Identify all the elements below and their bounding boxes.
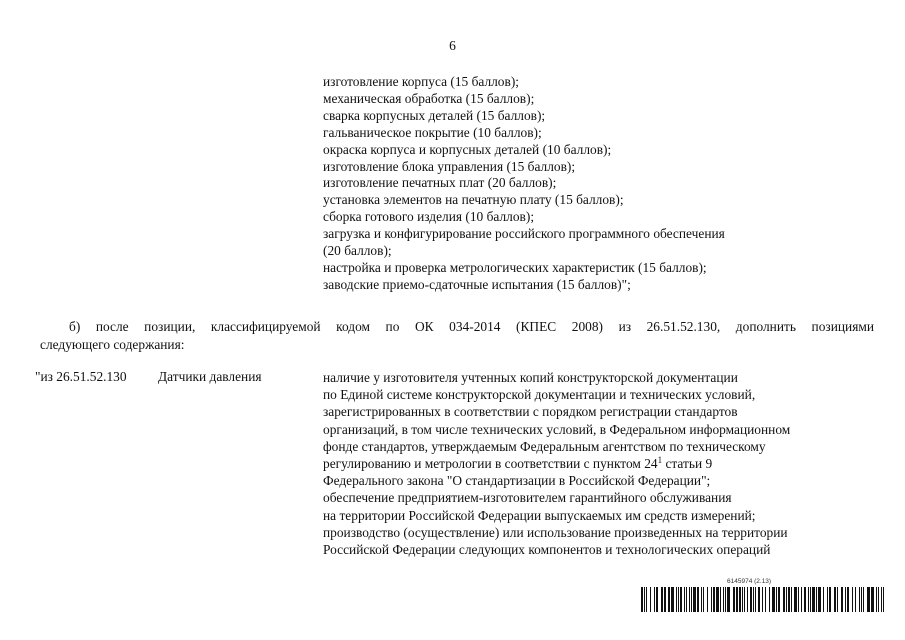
barcode-bar [716, 587, 719, 612]
barcode-bar [804, 587, 806, 612]
list-item: изготовление корпуса (15 баллов); [323, 74, 520, 89]
barcode-bar [654, 587, 655, 612]
line-text: статьи 9 [662, 456, 713, 472]
barcode-bar [678, 587, 679, 612]
barcode-bar [671, 587, 674, 612]
description-line: Федерального закона "О стандартизации в Российской Федерации"; [323, 473, 711, 489]
barcode-bar [827, 587, 828, 612]
barcode-bar [650, 587, 651, 612]
barcode-icon [641, 587, 885, 612]
barcode-bar [664, 587, 666, 612]
barcode-bar [829, 587, 831, 612]
list-item: сборка готового изделия (10 баллов); [323, 209, 535, 225]
list-item: установка элементов на печатную плату (15 баллов); [323, 192, 624, 208]
barcode-bar [769, 587, 770, 612]
barcode-bar [812, 587, 815, 612]
barcode-bar [788, 587, 790, 612]
list-item: заводские приемо-сдаточные испытания (15 баллов)"; [323, 276, 631, 292]
barcode-bar [834, 587, 836, 612]
barcode-bar [755, 587, 756, 612]
barcode-bar [701, 587, 702, 612]
barcode-bar [765, 587, 766, 612]
paragraph-line: б) после позиции, классифицируемой кодом по ОК 034-2014 (КПЕС 2008) из 26.51.52.130, дополнить позициями [69, 319, 874, 334]
barcode-bar [876, 587, 877, 612]
barcode-bar [867, 587, 870, 612]
list-item: окраска корпуса и корпусных деталей (10 баллов); [323, 141, 612, 157]
description-line [323, 455, 883, 472]
barcode-bar [676, 587, 677, 612]
barcode-bar [845, 587, 846, 612]
description-line: Российской Федерации следующих компонентов и технологических операций [323, 542, 771, 558]
barcode-bar [871, 587, 874, 612]
list-item: гальваническое покрытие (10 баллов); [323, 124, 542, 140]
barcode-bar [727, 587, 730, 612]
list-item: изготовление блока управления (15 баллов); [323, 158, 576, 174]
barcode-bar [762, 587, 763, 612]
description-line: зарегистрированных в соответствии с порядком регистрации стандартов [323, 404, 738, 420]
barcode-bar [747, 587, 748, 612]
description-line: по Единой системе конструкторской документации и технических условий, [323, 387, 756, 403]
barcode-bar [881, 587, 882, 612]
barcode-bar [855, 587, 856, 612]
entry-code: "из 26.51.52.130 [35, 369, 127, 384]
description-line: организаций, в том числе технических условий, в Федеральном информационном [323, 421, 791, 437]
paragraph-line: следующего содержания: [40, 336, 185, 352]
criteria-list [323, 74, 863, 294]
list-item: изготовление печатных плат (20 баллов); [323, 175, 557, 191]
barcode-bar [801, 587, 802, 612]
barcode-bar [883, 587, 884, 612]
barcode-bar [713, 587, 715, 612]
barcode-bar [823, 587, 824, 612]
barcode-bar [711, 587, 712, 612]
amendment-paragraph [40, 318, 874, 353]
barcode-bar [725, 587, 726, 612]
barcode-bar [758, 587, 760, 612]
barcode-bar [772, 587, 775, 612]
superscript: 1 [657, 455, 663, 466]
barcode-bar [693, 587, 696, 612]
barcode-bar [733, 587, 735, 612]
barcode-bar [742, 587, 743, 612]
barcode-bar [750, 587, 752, 612]
barcode-bar [691, 587, 692, 612]
description-line: наличие у изготовителя учтенных копий конструкторской документации [323, 370, 738, 385]
list-item: настройка и проверка метрологических характеристик (15 баллов); [323, 259, 707, 275]
barcode-bar [863, 587, 864, 612]
barcode-bar [744, 587, 745, 612]
barcode-bar [656, 587, 658, 612]
list-item: сварка корпусных деталей (15 баллов); [323, 107, 546, 123]
barcode-bar [878, 587, 879, 612]
barcode-bar [736, 587, 738, 612]
description-line: фонде стандартов, утверждаемым Федеральным агентством по техническому [323, 438, 766, 454]
barcode-bar [808, 587, 809, 612]
barcode-bar [703, 587, 704, 612]
barcode-bar [810, 587, 811, 612]
line-text: регулированию и метрологии в соответствии с пунктом 24 [323, 456, 658, 472]
list-item: механическая обработка (15 баллов); [323, 90, 535, 106]
barcode-bar [753, 587, 754, 612]
description-line: обеспечение предприятием-изготовителем гарантийного обслуживания [323, 490, 732, 506]
barcode-bar [818, 587, 821, 612]
page-number: 6 [449, 38, 456, 53]
barcode-bar [684, 587, 685, 612]
barcode-bar [847, 587, 849, 612]
barcode-bar [723, 587, 724, 612]
barcode-bar [841, 587, 843, 612]
barcode-bar [852, 587, 853, 612]
list-item: (20 баллов); [323, 243, 392, 259]
document-code: 6145974 (2.13) [727, 578, 772, 585]
description-line: производство (осуществление) или использование произведенных на территории [323, 524, 788, 540]
barcode-bar [778, 587, 780, 612]
description-line: на территории Российской Федерации выпускаемых им средств измерений; [323, 507, 756, 523]
barcode-bar [786, 587, 787, 612]
barcode-bar [783, 587, 785, 612]
barcode-bar [644, 587, 645, 612]
barcode-bar [791, 587, 792, 612]
barcode-bar [859, 587, 860, 612]
barcode-bar [794, 587, 797, 612]
entry-name: Датчики давления [158, 369, 262, 384]
barcode-bar [661, 587, 663, 612]
barcode-bar [707, 587, 708, 612]
list-item: загрузка и конфигурирование российского программного обеспечения [323, 226, 725, 242]
barcode-bar [686, 587, 687, 612]
barcode-bar [689, 587, 690, 612]
barcode-bar [837, 587, 838, 612]
barcode-bar [816, 587, 817, 612]
barcode-bar [720, 587, 721, 612]
barcode-bar [798, 587, 799, 612]
barcode-bar [646, 587, 647, 612]
barcode-bar [739, 587, 741, 612]
barcode-bar [776, 587, 777, 612]
barcode-bar [861, 587, 862, 612]
barcode-bar [641, 587, 643, 612]
entry-description [323, 369, 883, 558]
barcode-bar [668, 587, 670, 612]
barcode-bar [680, 587, 682, 612]
barcode-bar [697, 587, 699, 612]
